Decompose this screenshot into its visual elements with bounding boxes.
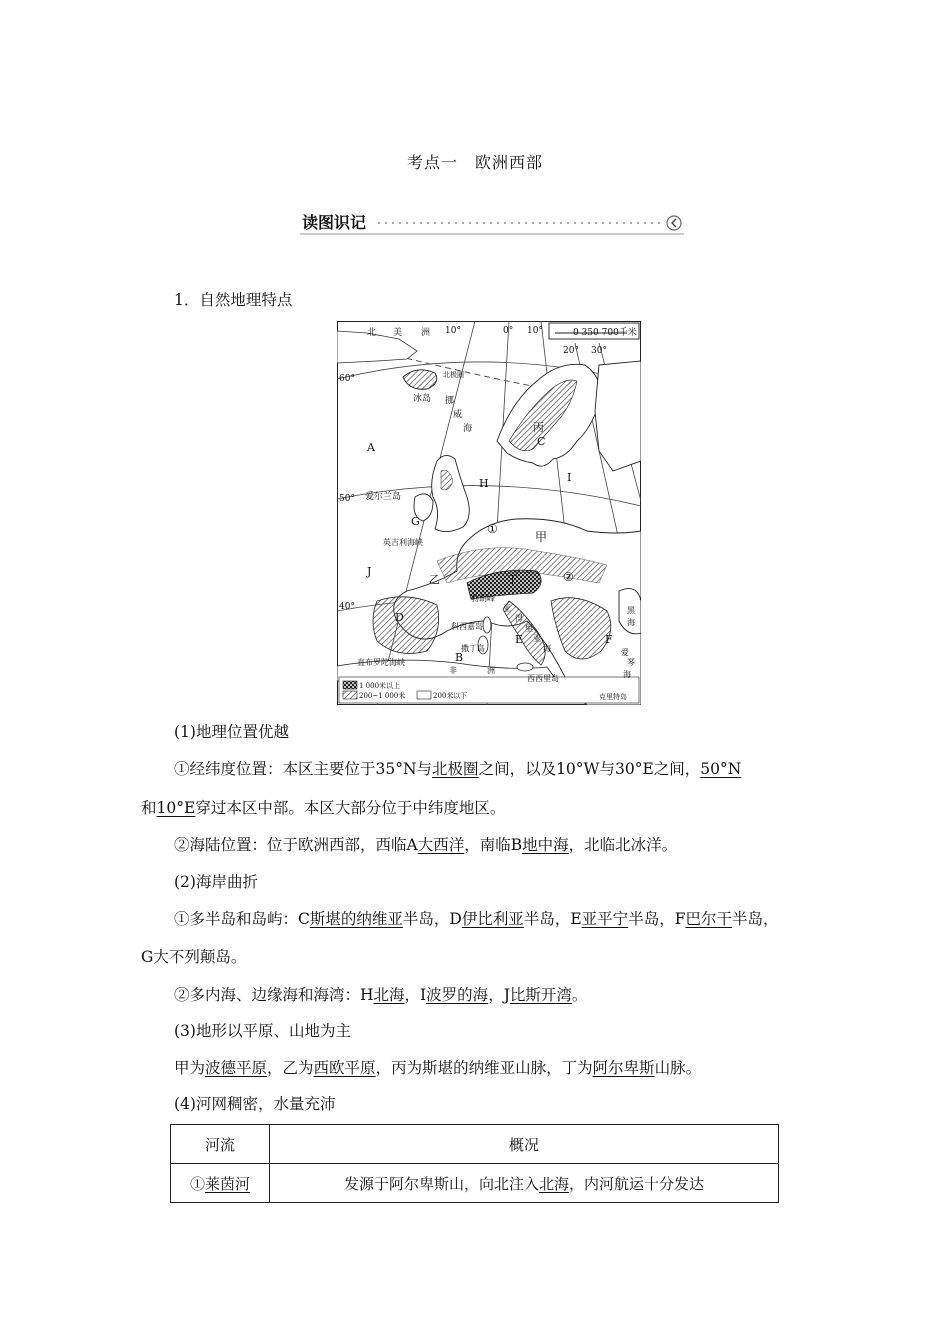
- map-lon-label: 20°: [563, 346, 579, 356]
- map-place: 撒丁岛: [461, 644, 485, 653]
- map-place: J: [367, 565, 372, 578]
- map-lon-label: 30°: [591, 346, 607, 356]
- map-place: B: [455, 651, 464, 664]
- map-place: 海: [463, 424, 473, 434]
- map-place: 丙: [533, 421, 544, 434]
- map-place: 乙: [429, 573, 440, 586]
- map-place: 亚: [533, 634, 541, 643]
- table-header: 河流: [171, 1125, 270, 1164]
- paragraph: 甲为波德平原，乙为西欧平原，丙为斯堪的纳维亚山脉，丁为阿尔卑斯山脉。: [174, 1059, 702, 1077]
- banner-label: 读图识记: [302, 213, 367, 232]
- map-place: 爱尔兰岛: [365, 492, 402, 502]
- map-place: 丁: [507, 573, 518, 586]
- map-lon-label: 0°: [503, 326, 514, 336]
- map-place: 黑: [627, 606, 635, 615]
- map-place: 威: [453, 410, 463, 420]
- map-place: 海: [627, 618, 635, 627]
- map-place: C: [537, 435, 546, 448]
- map-place: 亚: [503, 604, 511, 613]
- subheading: (1)地理位置优越: [174, 723, 289, 741]
- map-lat-label: 60°: [339, 374, 355, 384]
- paragraph: 和10°E穿过本区中部。本区大部分位于中纬度地区。: [141, 799, 506, 817]
- legend-label: 1 000米以上: [359, 682, 401, 690]
- legend-label: 200~1 000米: [359, 692, 406, 700]
- paragraph: ①经纬度位置：本区主要位于35°N与北极圈之间，以及10°W与30°E之间，50°N: [174, 760, 742, 778]
- map-place: 里: [525, 624, 533, 633]
- paragraph: ②海陆位置：位于欧洲西部，西临A大西洋，南临B地中海，北临北冰洋。: [174, 836, 678, 854]
- map-lon-label: 10°: [527, 326, 543, 336]
- paragraph: G大不列颠岛。: [141, 948, 247, 966]
- rivers-table: [170, 1124, 779, 1203]
- map-place: 非: [449, 666, 457, 675]
- map-place: 西西里岛: [527, 674, 559, 683]
- map-place: 挪: [445, 396, 455, 406]
- map-place: D: [395, 611, 404, 624]
- map-place: G: [411, 515, 420, 528]
- map-place: 冰岛: [413, 394, 432, 404]
- map-place: A: [367, 441, 375, 454]
- page-title: 考点一 欧洲西部: [406, 153, 543, 172]
- map-place: 美: [393, 328, 403, 338]
- map-place: F: [605, 633, 613, 646]
- map-place: 克里特岛: [599, 693, 627, 701]
- map-place: 科西嘉岛: [451, 622, 483, 631]
- subheading: (2)海岸曲折: [174, 873, 258, 891]
- table-cell-desc: 发源于阿尔卑斯山，向北注入北海，内河航运十分发达: [270, 1164, 779, 1203]
- subheading: (4)河网稠密，水量充沛: [174, 1095, 336, 1113]
- map-lat-label: 50°: [339, 494, 355, 504]
- map-place: 琴: [627, 658, 635, 667]
- map-place: 洲: [487, 666, 495, 675]
- map-place: 勃朗峰: [471, 594, 495, 603]
- table-row: [171, 1164, 779, 1203]
- table-cell-river: ①莱茵河: [171, 1164, 270, 1203]
- map-place: 海: [623, 670, 631, 679]
- map-place: 得: [515, 614, 523, 623]
- map-place: 海: [543, 644, 551, 653]
- map-lon-label: 10°: [445, 326, 461, 336]
- subheading: (3)地形以平原、山地为主: [174, 1022, 351, 1040]
- map-place: E: [515, 633, 524, 646]
- map-place: 北极圈: [443, 371, 464, 379]
- map-place: ①: [487, 522, 498, 536]
- map-place: H: [479, 477, 489, 490]
- map-place: ②: [563, 570, 574, 584]
- legend-label: 200米以下: [433, 692, 468, 700]
- map-scale-text: 0 350 700千米: [573, 328, 637, 338]
- map-place: 甲: [535, 530, 548, 544]
- map-place: 英吉利海峡: [383, 538, 423, 547]
- map-lat-label: 40°: [339, 602, 355, 612]
- map-place: 北: [367, 328, 377, 338]
- paragraph: ①多半岛和岛屿：C斯堪的纳维亚半岛，D伊比利亚半岛，E亚平宁半岛，F巴尔干半岛，: [174, 910, 779, 928]
- map-place: I: [567, 471, 572, 484]
- table-header: 概况: [270, 1125, 779, 1164]
- section-heading: 1．自然地理特点: [174, 291, 293, 309]
- map-place: 直布罗陀海峡: [357, 658, 405, 667]
- table-header-row: [171, 1125, 779, 1164]
- map-place: 爱: [621, 648, 629, 657]
- europe-map: [337, 321, 641, 705]
- map-place: 洲: [421, 328, 431, 338]
- paragraph: ②多内海、边缘海和海湾：H北海，I波罗的海，J比斯开湾。: [174, 986, 588, 1004]
